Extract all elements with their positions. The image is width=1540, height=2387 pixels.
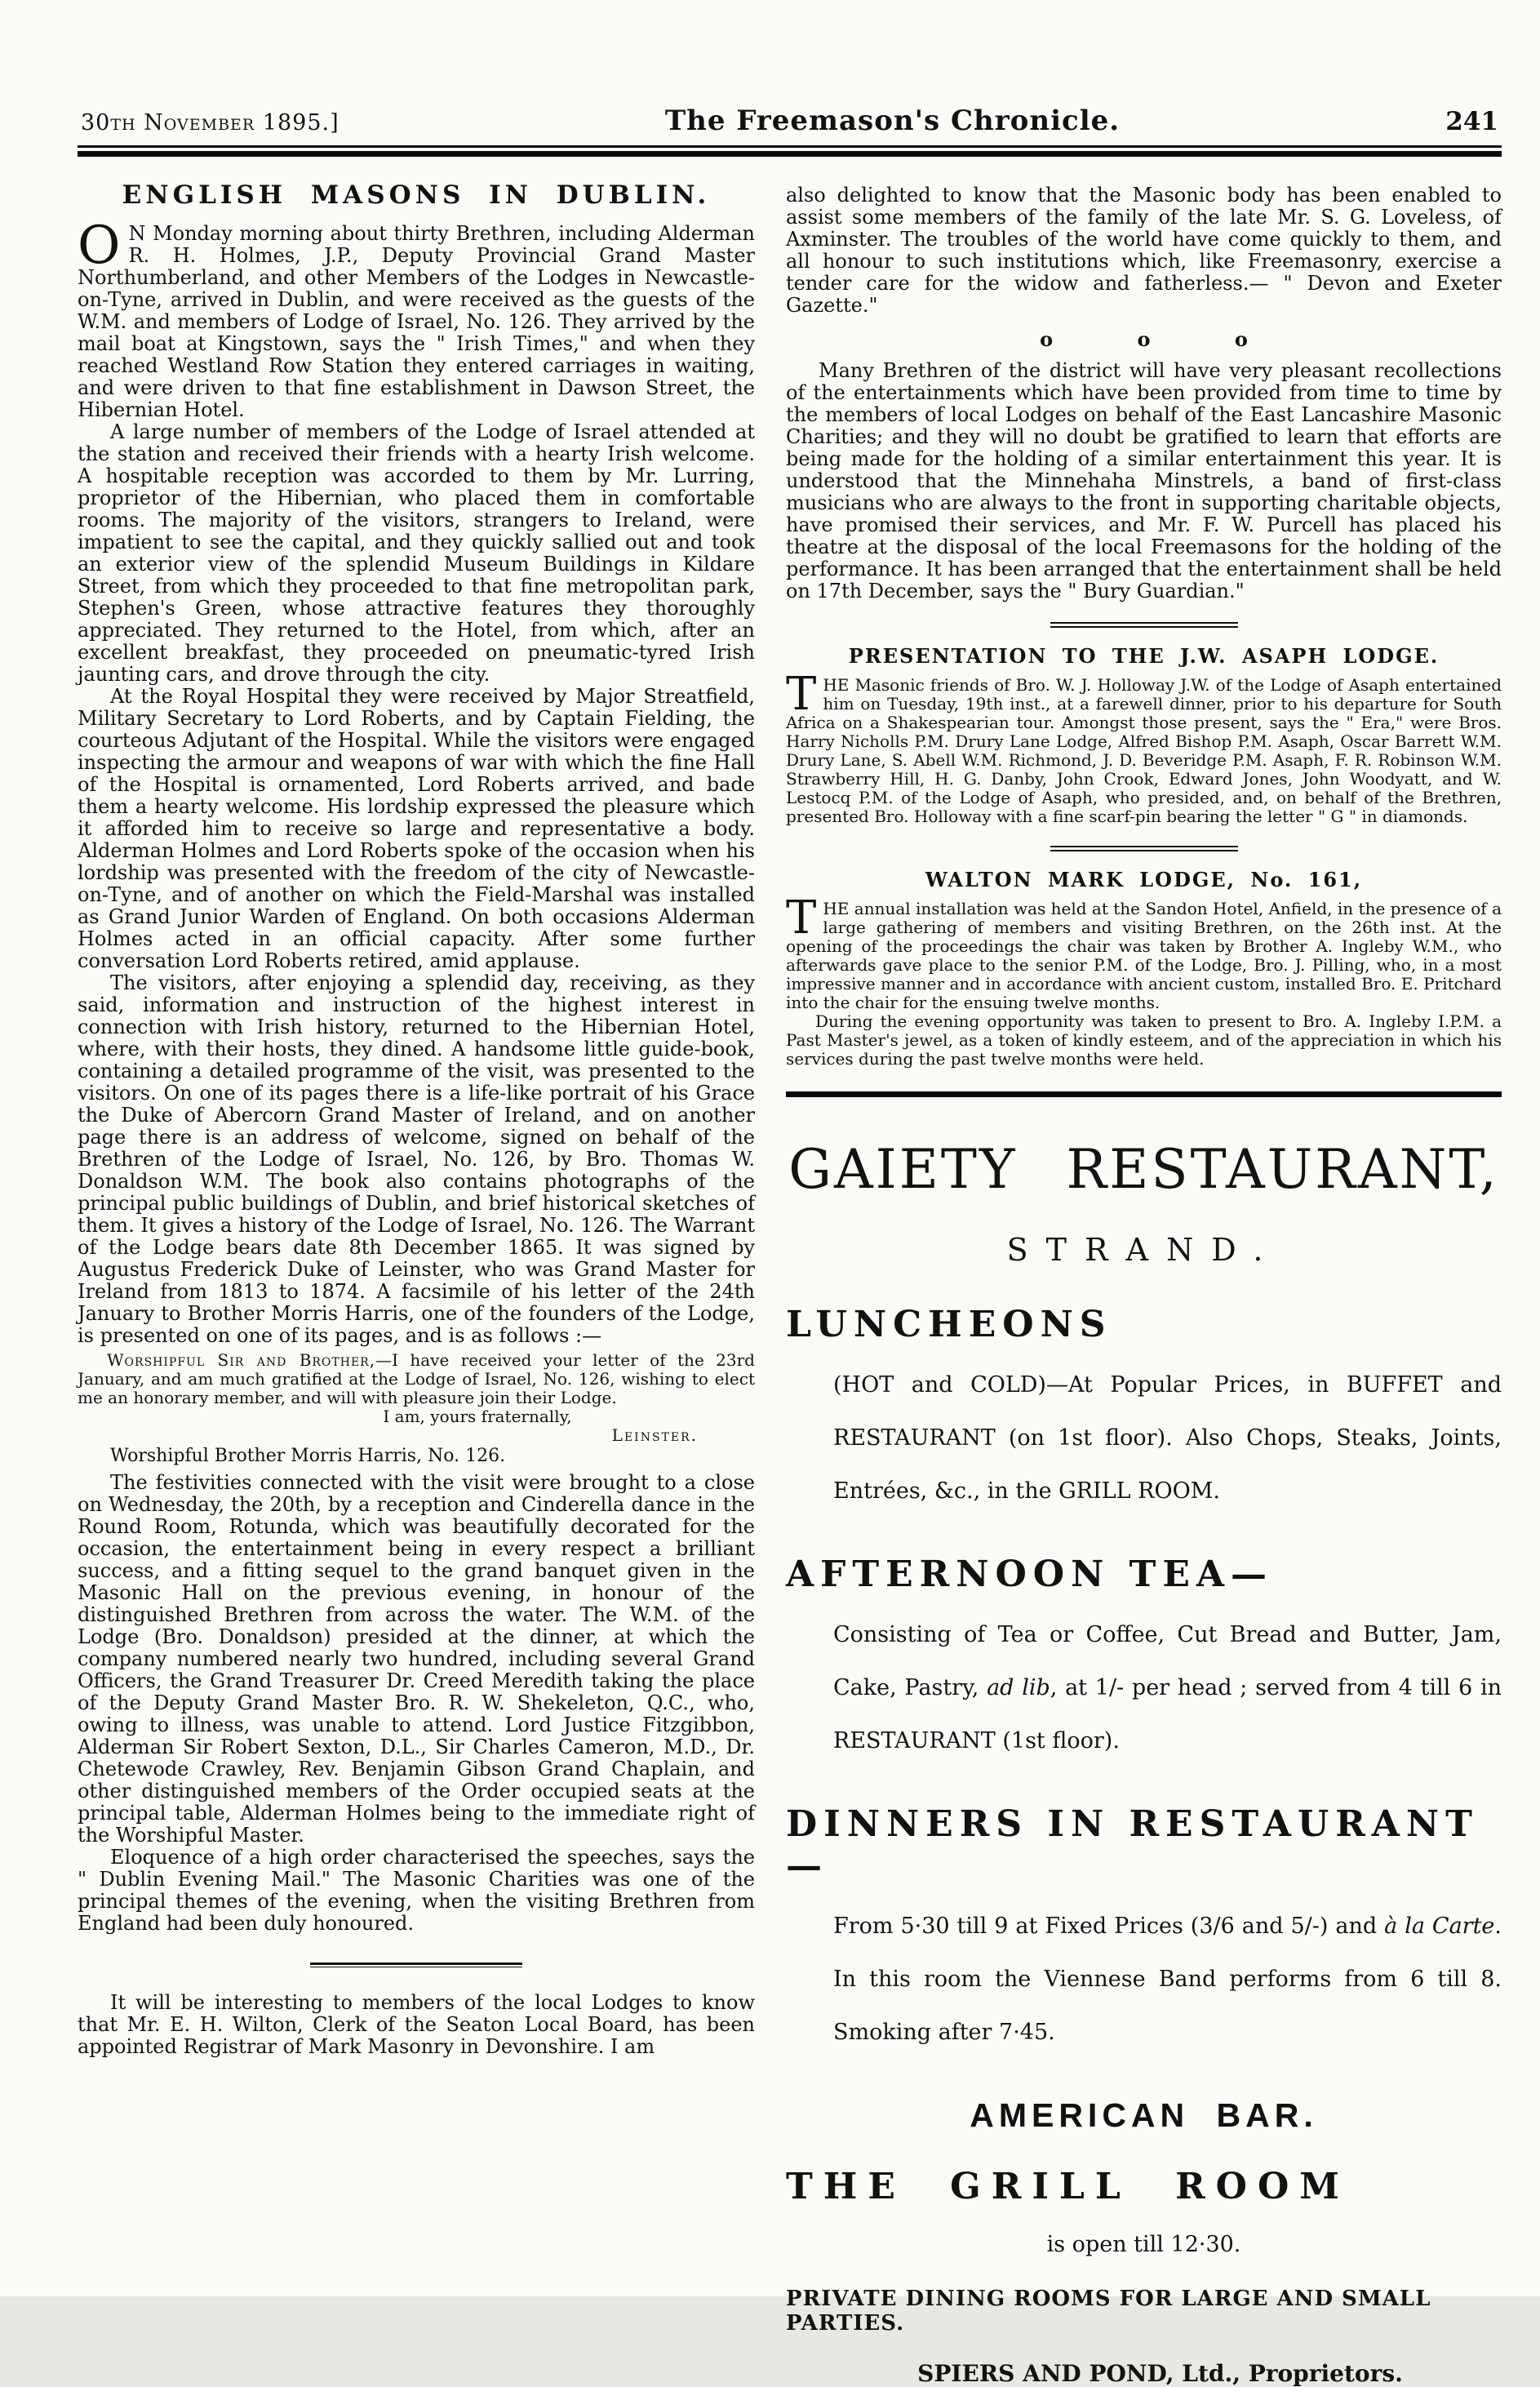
article-paragraph: The festivities connected with the visit were brought to a close on Wednesday, the 20th, by a reception and Cinderella dance in the Round Room, Rotunda, which was beautifully decorated for the occasion, the entertainment being in every respect a brilliant success, and a fitting sequel to the grand banquet given in the Masonic Hall on the previous evening, in honour of the distinguished Brethren from across the water. The W.M. of the Lodge (Bro. Donaldson) presided at the dinner, at which the company numbered nearly two hundred, including several Grand Officers, the Grand Treasurer Dr. Creed Meredith taking the place of the Deputy Grand Master Bro. R. W. Shekeleton, Q.C., who, owing to illness, was unable to attend. Lord Justice Fitzgibbon, Alderman Sir Robert Sexton, D.L., Sir Charles Cameron, M.D., Dr. Chetewode Crawley, Rev. Benjamin Gibson Grand Chaplain, and other distinguished members of the Order occupied seats at the principal table, Alderman Holmes being to the immediate right of the Worshipful Master. — [78, 1471, 755, 1847]
grill-room-hours: is open till 12·30. — [1046, 2232, 1241, 2257]
advert-title: GAIETY RESTAURANT, — [788, 1138, 1499, 1201]
left-column — [78, 180, 755, 2387]
article-paragraph: At the Royal Hospital they were received by Major Streatfield, Military Secretary to Lord Roberts, and by Captain Fielding, the courteous Adjutant of the Hospital. While the visitors were engaged inspecting the armour and weapons of war with which the fine Hall of the Hospital is ornamented, Lord Roberts arrived, and bade them a hearty welcome. His lordship expressed the pleasure which it afforded him to receive so large and representative a body. Alderman Holmes and Lord Roberts spoke of the occasion when his lordship was presented with the freedom of the city of Newcastle-on-Tyne, and of another on which the Field-Marshal was installed as Grand Junior Warden of England. On both occasions Alderman Holmes acted in an official capacity. After some further conversation Lord Roberts retired, amid applause. — [78, 685, 755, 972]
walton-paragraph: During the evening opportunity was taken to present to Bro. A. Ingleby I.P.M. a Past Master's jewel, as a token of kindly esteem, and of the appreciation in which his services during the past twelve months were held. — [786, 1011, 1502, 1069]
paragraph-text: HE annual installation was held at the Sandon Hotel, Anfield, in the presence of a large gathering of members and visiting Brethren, on the 26th inst. At the opening of the proceedings the chair was taken by Brother A. Ingleby W.M., who afterwards gave place to the senior P.M. of the Lodge, Bro. J. Pilling, who, in a most impressive manner and in accordance with ancient custom, installed Bro. E. Pritchard into the chair for the ensuing twelve months. — [786, 899, 1502, 1012]
afternoon-tea-heading: AFTERNOON TEA— — [786, 1554, 1274, 1595]
header — [78, 104, 1502, 137]
text-segment: From 5·30 till 9 at Fixed Prices (3/6 and 5/-) and — [833, 1914, 1385, 1939]
article-title: ENGLISH MASONS IN DUBLIN. — [122, 180, 711, 210]
letter-body: —I have received your letter of the 23rd January, and am much gratified at the Lodge of Israel, No. 126, wishing to elect me an honorary member, and will with pleasure join their Lodge. — [78, 1350, 755, 1407]
advert-top-rule — [786, 1091, 1502, 1097]
letter-opening — [78, 1351, 755, 1407]
dropcap-letter: T — [786, 668, 817, 721]
page-title: The Freemason's Chronicle. — [664, 104, 1121, 137]
article-paragraph: The visitors, after enjoying a splendid day, receiving, as they said, information and instruction of the highest interest in connection with Irish history, returned to the Hibernian Hotel, where, with their hosts, they dined. A handsome little guide-book, containing a detailed programme of the visit, was presented to the visitors. On one of its pages there is a life-like portrait of his Grace the Duke of Abercorn Grand Master of Ireland, and on another page there is an address of welcome, signed on behalf of the Brethren of the Lodge of Israel, No. 126, by Bro. Thomas W. Donaldson W.M. The book also contains photographs of the principal public buildings of Dublin, and brief historical sketches of them. It gives a history of the Lodge of Israel, No. 126. The Warrant of the Lodge bears date 8th December 1865. It was signed by Augustus Frederick Duke of Leinster, who was Grand Master for Ireland from 1813 to 1874. A facsimile of his letter of the 24th January to Brother Morris Harris, one of the founders of the Lodge, is presented on one of its pages, and is as follows :— — [78, 971, 755, 1347]
advert-location: STRAND. — [1006, 1232, 1281, 1268]
header-date: 30th November 1895.] — [81, 110, 340, 136]
luncheons-heading: LUNCHEONS — [786, 1304, 1112, 1345]
section-divider — [1050, 846, 1238, 851]
text-segment: , at 1/- per head ; served from 4 till 6 in RESTAURANT (1st floor). — [833, 1675, 1502, 1754]
private-rooms-line: PRIVATE DINING ROOMS FOR LARGE AND SMALL PARTIES. — [786, 2287, 1431, 2336]
letter-salutation: Worshipful Sir and Brother, — [107, 1350, 376, 1370]
header-rule — [78, 145, 1502, 157]
text-segment: Consisting of Tea or Coffee, Cut Bread and Butter, Jam, Cake, Pastry, — [833, 1622, 1502, 1700]
grill-room-heading: THE GRILL ROOM — [786, 2166, 1351, 2207]
walton-paragraph — [786, 891, 1502, 1012]
closing-paragraph: It will be interesting to members of the local Lodges to know that Mr. E. H. Wilton, Clerk of the Seaton Local Board, has been appointed Registrar of Mark Masonry in Devonshire. I am — [78, 1991, 755, 2058]
gaiety-advertisement — [786, 1138, 1502, 2387]
article-opening-paragraph — [78, 216, 755, 421]
letter-closing: I am, yours fraternally, — [383, 1407, 572, 1426]
walton-heading: WALTON MARK LODGE, No. 161, — [925, 868, 1363, 891]
right-column — [786, 184, 1502, 2387]
dinners-text — [833, 1900, 1502, 2059]
continuation-paragraph: also delighted to know that the Masonic body has been enabled to assist some members of the family of the late Mr. S. G. Loveless, of Axminster. The troubles of the world have come quickly to them, and all honour to such institutions which, like Freemasonry, exercise a tender care for the widow and fatherless.— " Devon and Exeter Gazette." — [786, 184, 1502, 317]
italic-segment: ad lib — [987, 1675, 1050, 1700]
proprietors-line: SPIERS AND POND, Ltd., Proprietors. — [917, 2360, 1403, 2387]
section-divider — [1050, 622, 1238, 628]
text-segment: . In this room the Viennese Band performs from 6 till 8. Smoking after 7·45. — [833, 1914, 1502, 2045]
section-divider — [310, 1962, 522, 1967]
asaph-section — [786, 668, 1502, 826]
letter-signature: Leinster. — [611, 1425, 698, 1445]
dinners-heading: DINNERS IN RESTAURANT— — [786, 1803, 1479, 1887]
news-paragraph: Many Brethren of the district will have very pleasant recollections of the entertainments which have been provided from time to time by the members of local Lodges on behalf of the East Lancashire Masonic Charities; and they will no doubt be gratified to learn that efforts are being made for the holding of a similar entertainment this year. It is understood that the Minnehaha Minstrels, a band of first-class musicians who are always to the front in supporting charitable objects, have promised their services, and Mr. F. W. Purcell has placed his theatre at the disposal of the local Freemasons for the holding of the performance. It has been arranged that the entertainment shall be held on 17th December, says the " Bury Guardian." — [786, 359, 1502, 602]
paragraph-text: N Monday morning about thirty Brethren, including Alderman R. H. Holmes, J.P., Deputy Provincial Grand Master Northumberland, and other Members of the Lodges in Newcastle-on-Tyne, arrived in Dublin, and were received as the guests of the W.M. and members of Lodge of Israel, No. 126. They arrived by the mail boat at Kingstown, says the " Irish Times," and when they reached Westland Row Station they entered carriages in waiting, and were driven to that fine establishment in Dawson Street, the Hibernian Hotel. — [78, 222, 755, 421]
article-paragraph: Eloquence of a high order characterised the speeches, says the " Dublin Evening Mail." The Masonic Charities was one of the principal themes of the evening, when the visiting Brethren from England had been duly honoured. — [78, 1846, 755, 1935]
asaph-heading: PRESENTATION TO THE J.W. ASAPH LODGE. — [848, 644, 1440, 668]
leinster-letter — [78, 1351, 755, 1468]
content-columns — [78, 180, 1502, 2387]
italic-segment: à la Carte — [1384, 1914, 1495, 1939]
asaph-paragraph — [786, 668, 1502, 826]
luncheons-text: (HOT and COLD)—At Popular Prices, in BUFFET and RESTAURANT (on 1st floor). Also Chops, Steaks, Joints, Entrées, &c., in the GRILL ROOM. — [833, 1372, 1502, 1504]
paragraph-text: HE Masonic friends of Bro. W. J. Holloway J.W. of the Lodge of Asaph entertained him on Tuesday, 19th inst., at a farewell dinner, prior to his departure for South Africa on a Shakespearian tour. Amongst those present, says the " Era," were Bros. Harry Nicholls P.M. Drury Lane Lodge, Alfred Bishop P.M. Asaph, Oscar Barrett W.M. Drury Lane, S. Abell W.M. Richmond, J. D. Beveridge P.M. Asaph, F. R. Robinson W.M. Strawberry Hill, H. G. Danby, John Crook, Edward Jones, John Woodyatt, and W. Lestocq P.M. of the Lodge of Asaph, who presided, and, on behalf of the Brethren, presented Bro. Holloway with a fine scarf-pin bearing the letter " G " in diamonds. — [786, 675, 1502, 826]
ooo-separator: o o o — [1040, 327, 1248, 351]
header-page-number: 241 — [1445, 107, 1498, 136]
article-paragraph: A large number of members of the Lodge of Israel attended at the station and received their friends with a hearty Irish welcome. A hospitable reception was accorded to them by Mr. Lurring, proprietor of the Hibernian, who placed them in comfortable rooms. The majority of the visitors, strangers to Ireland, were impatient to see the capital, and they quickly sallied out and took an exterior view of the splendid Museum Buildings in Kildare Street, from which they proceeded to that fine metropolitan park, Stephen's Green, whose attractive features they thoroughly appreciated. They returned to the Hotel, from which, after an excellent breakfast, they proceeded on pneumatic-tyred Irish jaunting cars, and drove through the city. — [78, 420, 755, 686]
letter-addressee: Worshipful Brother Morris Harris, No. 126. — [110, 1446, 506, 1466]
walton-section — [786, 891, 1502, 1069]
dropcap-letter: O — [78, 216, 121, 276]
right-column-news — [786, 184, 1502, 602]
dropcap-letter: T — [786, 891, 817, 945]
american-bar-heading: AMERICAN BAR. — [970, 2096, 1318, 2134]
afternoon-tea-text — [833, 1608, 1502, 1767]
